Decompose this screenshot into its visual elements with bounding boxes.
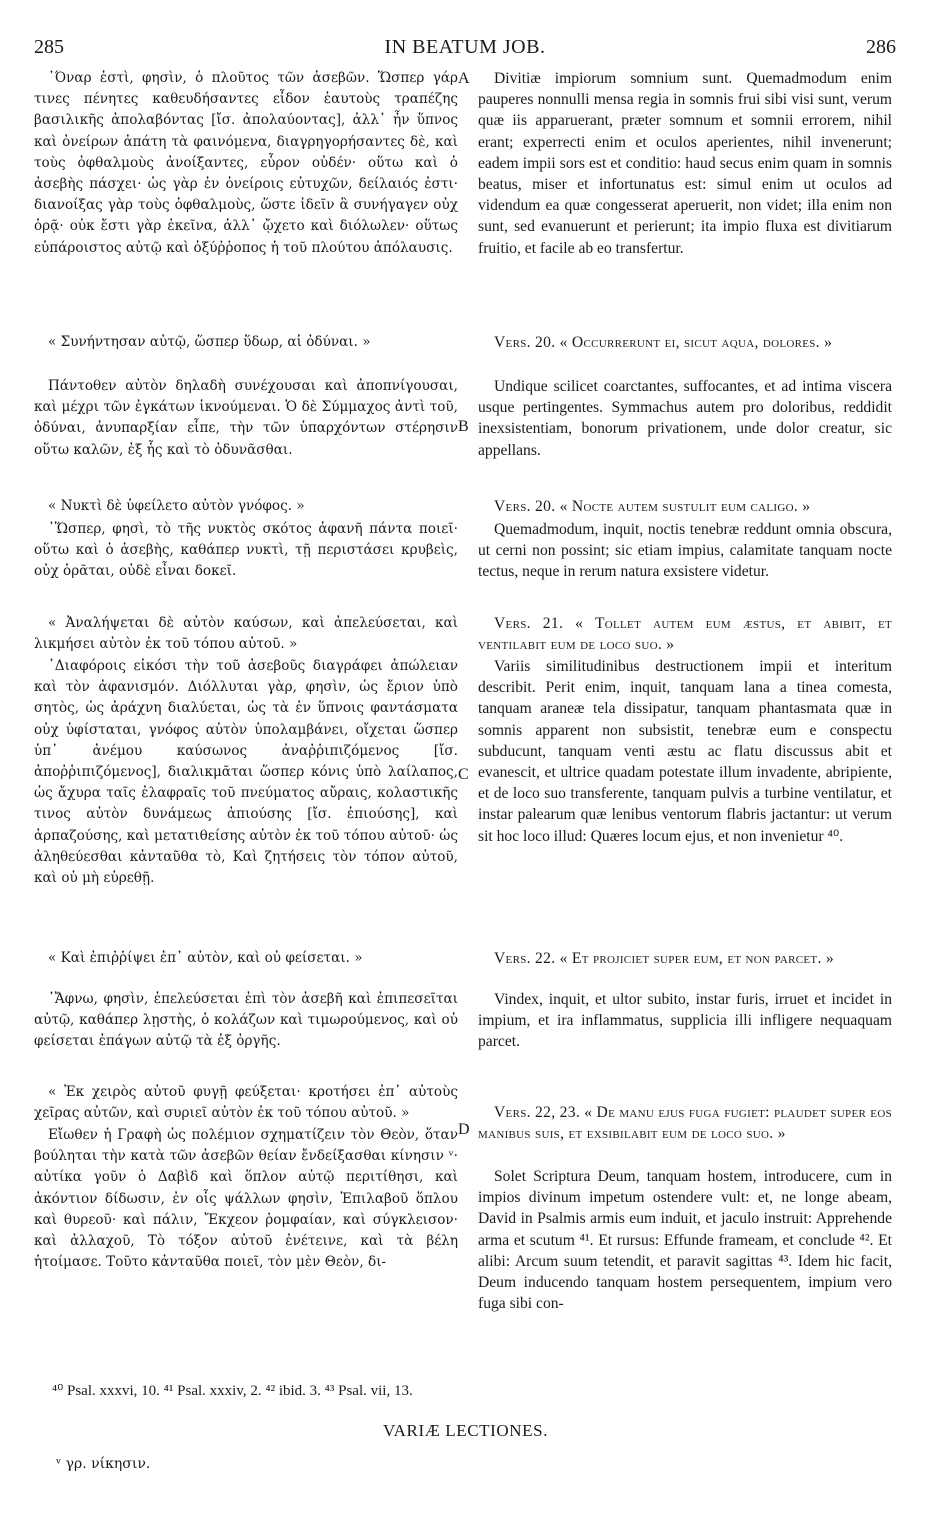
greek-paragraph: Εἴωθεν ἡ Γραφὴ ὡς πολέμιον σχηματίζειν τὸν Θεὸν, ὅταν βούληται τὴν κατὰ τῶν ἀσεβῶν θείαν ἔνδείξασθαι κίνησιν ᵛ· αὐτίκα γοῦν ὁ Δαβὶδ καὶ ὅπλον αὐτῷ περιτίθησι, καὶ ἀκόντιον δίδωσιν, ἐν οἷς ψάλλων φησὶν, Ἐπιλαβοῦ ὅπλου καὶ θυρεοῦ· καὶ πάλιν, Ἔκχεον ῥομφαίαν, καὶ σύγκλεισον· καὶ ἀλλαχοῦ, Τὸ τόξον αὐτοῦ ἐνέτεινε, καὶ τὰ βέλη ἡτοίμασε. Τοῦτο κἀνταῦθα ποιεῖ, τὸν μὲν Θεὸν, δι- (34, 1127, 458, 1271)
greek-paragraph: ᾿Ὥσπερ, φησὶ, τὸ τῆς νυκτὸς σκότος ἀφανῆ πάντα ποιεῖ· οὕτω καὶ ὁ ἀσεβὴς, καθάπερ νυκτὶ, τῇ περιστάσει κρυβεὶς, οὐχ ὁρᾶται, οὐδὲ εἶναι δοκεῖ. (34, 521, 458, 580)
latin-paragraph: Solet Scriptura Deum, tanquam hostem, introducere, cum in impios divinum impetum ostendere vult: et, ne longe abeam, David in Psalmis armis eum induit, et jaculo instruit: Apprehende arma et scutum ⁴¹. Et rursus: Effunde frameam, et conclude ⁴². Et alibi: Arcum suum tetendit, et paravit sagittas ⁴³. Idem hic facit, Deum inducendo tanquam hostem persequentem, impium vero fuga sibi con- (478, 1168, 892, 1313)
greek-lemma: « Ἀναλήψεται δὲ αὐτὸν καύσων, καὶ ἀπελεύσεται, καὶ λικμήσει αὐτὸν ἐκ τοῦ τόπου αὐτοῦ. » (34, 615, 458, 653)
page-number-left: 285 (34, 36, 64, 58)
page-number-right: 286 (866, 36, 896, 58)
greek-lemma: « Νυκτὶ δὲ ὑφείλετο αὐτὸν γνόφος. » (48, 498, 305, 514)
greek-paragraph: ᾿Ἄφνω, φησὶν, ἐπελεύσεται ἐπὶ τὸν ἀσεβῆ καὶ ἐπιπεσεῖται αὐτῷ, καθάπερ λῃστὴς, ὁ κολάζων καὶ τιμωρούμενος, καὶ οὐ φείσεται ἐπάγων αὐτῷ τὰ ἐξ ὀργῆς. (34, 991, 458, 1050)
variant-reading: ᵛ γρ. νίκησιν. (56, 1456, 151, 1472)
latin-paragraph: Divitiæ impiorum somnium sunt. Quemadmodum enim pauperes nonnulli mensa regia in somnis frui sibi visi sunt, verum quæ iis apparuerant, præter somnum et somnii errorem, nihil erant; experrecti enim et oculos aperientes, nihil invenerunt; eadem impii sors est et conditio: haud secus enim quam in somnis beatus, miser et infortunatus est: simul enim ut oculos ad videndum ea quæ congesserat aperuerit, non videt; illa enim non sunt, sed evanuerunt et perierunt; ita impio fluxa est divitiarum fruitio, et facile ab eo transfertur. (478, 70, 892, 257)
running-title: IN BEATUM JOB. (384, 36, 546, 58)
greek-paragraph: Πάντοθεν αὐτὸν δηλαδὴ συνέχουσαι καὶ ἀποπνίγουσαι, καὶ μέχρι τῶν ἐγκάτων ἱκνούμεναι. Ὁ δὲ Σύμμαχος ἀντὶ τοῦ, ὀδύναι, ἀνυπαρξίαν εἶπε, τὴν τῶν ὑπαρχόντων στέρησιν οὕτω καλῶν, ἐξ ἧς καὶ τὸ ὀδυνᾶσθαι. (34, 378, 458, 458)
latin-lemma: Vers. 21. « Tollet autem eum æstus, et abibit, et ventilabit eum de loco suo. » (478, 615, 892, 654)
latin-paragraph: Vindex, inquit, et ultor subito, instar furis, irruet et incidet in impium, et ira inflammatus, supplicia illi infligere nequaquam parcet. (478, 991, 892, 1051)
footnotes: ⁴⁰ Psal. xxxvi, 10. ⁴¹ Psal. xxxiv, 2. ⁴² ibid. 3. ⁴³ Psal. vii, 13. (52, 1383, 413, 1399)
margin-letter-b: B (458, 418, 469, 435)
latin-lemma: Vers. 20. « Occurrerunt ei, sicut aqua, dolores. » (494, 334, 833, 351)
latin-column (478, 68, 892, 1540)
latin-lemma: Vers. 22, 23. « De manu ejus fuga fugiet: plaudet super eos manibus suis, et exsibilabit eum de loco suo. » (478, 1104, 892, 1143)
latin-lemma: Vers. 20. « Nocte autem sustulit eum caligo. » (494, 498, 811, 515)
latin-paragraph: Variis similitudinibus destructionem impii et interitum describit. Perit enim, inquit, tanquam lana a tinea comesta, tanquam araneæ tela dissipatur, tanquam phantasmata quæ in somnis apparent non subsistit, tenebræ eum e conspectu subducunt, tanquam venti æstu ac flatu discussus abit et evanescit, et ultrice quadam potestate illum invadente, abripiente, et de loco suo transferente, tanquam pulvis a turbine ventilatur, et instar palearum quæ lenibus ventorum flabris jactantur: ut verum sit hoc loco illud: Quæres locum ejus, et non invenietur ⁴⁰. (478, 658, 892, 845)
greek-column (34, 68, 458, 1540)
greek-lemma: « Ἐκ χειρὸς αὐτοῦ φυγῇ φεύξεται· κροτήσει ἐπ᾿ αὐτοὺς χεῖρας αὐτῶν, καὶ συριεῖ αὐτὸν ἐκ τοῦ τόπου αὐτοῦ. » (34, 1084, 458, 1122)
greek-lemma: « Καὶ ἐπιῤῥίψει ἐπ᾿ αὐτὸν, καὶ οὐ φείσεται. » (48, 950, 363, 966)
greek-paragraph: ᾿Διαφόροις εἰκόσι τὴν τοῦ ἀσεβοῦς διαγράφει ἀπώλειαν καὶ τὸν ἀφανισμόν. Διόλλυται γὰρ, φησὶν, ὡς ἔριον ὑπὸ σητὸς, ὡς ἀράχνη διαλύεται, ὡς τὰ ἐν ὕπνοις φαντάσματα οὐχ ὑφίσταται, γνόφος αὐτὸν ὑπολαμβάνει, οἴχεται ὥσπερ ὑπ᾿ ἀνέμου καύσωνος ἀναῤῥιπιζόμενος [ἴσ. ἀποῤῥιπιζόμενος], διαλικμᾶται ὥσπερ κόνις ὑπὸ λαίλαπος, ὡς ἄχυρα ταῖς ἐλαφραῖς τοῦ πνεύματος αὔραις, κολαστικῆς τινος αὐτὸν δυνάμεως ἀπιούσης [ἴσ. ἐπιούσης], καὶ ἁρπαζούσης, καὶ μετατιθείσης αὐτὸν ἐκ τοῦ τόπου αὐτοῦ· ὡς ἀληθεύεσθαι κἀνταῦθα τὸ, Καὶ ζητήσεις τὸν τόπον αὐτοῦ, καὶ οὐ μὴ εὑρεθῇ. (34, 658, 458, 887)
greek-paragraph: ᾿Όναρ ἐστὶ, φησὶν, ὁ πλοῦτος τῶν ἀσεβῶν. Ὥσπερ γάρ τινες πένητες καθευδήσαντες εἶδον ἑαυτοὺς τραπέζης βασιλικῆς ἀπολαβόντας [ἴσ. ἀπολαύοντας], ἀλλ᾿ ἦν ὕπνος καὶ ὀνείρων ἀπάτη τὰ φαινόμενα, διαγρηγορήσαντες δὲ, καὶ τοὺς ὀφθαλμοὺς ἀνοίξαντες, εὗρον οὐδέν· οὕτω καὶ ὁ ἀσεβὴς πάσχει· ὡς γὰρ ἐν ὀνείροις εὐτυχῶν, δείλαιός ἐστι· διανοίξας γὰρ τοὺς ὀφθαλμοὺς, ὥστε ἰδεῖν ἃ συνήγαγεν οὐχ ὁρᾷ· οὐκ ἔστι γὰρ ἐκεῖνα, ἀλλ᾿ ᾤχετο καὶ διόλωλεν· οὕτως εὐπάροιστος αὐτῷ καὶ ὀξύῤῥοπος ἡ τοῦ πλούτου ἀπόλαυσις. (34, 70, 458, 256)
variae-lectiones-heading: VARIÆ LECTIONES. (382, 1421, 549, 1440)
running-header (34, 36, 896, 66)
margin-letter-d: D (458, 1121, 470, 1138)
latin-paragraph: Quemadmodum, inquit, noctis tenebræ reddunt omnia obscura, ut cerni non possint; sic etiam impius, calamitate tanquam nocte tectus, neque in rerum natura exsistere videtur. (478, 521, 892, 581)
margin-letter-c: C (458, 766, 469, 783)
latin-paragraph: Undique scilicet coarctantes, suffocantes, et ad intima viscera usque pertingentes. Symmachus autem pro doloribus, reddidit inexsistentiam, bonorum privationem, unde dolor creatur, sic appellans. (478, 378, 892, 459)
latin-lemma: Vers. 22. « Et projiciet super eum, et non parcet. » (494, 950, 834, 967)
margin-letter-a: A (458, 70, 470, 87)
greek-lemma: « Συνήντησαν αὐτῷ, ὥσπερ ὕδωρ, αἱ ὀδύναι. » (48, 334, 371, 350)
